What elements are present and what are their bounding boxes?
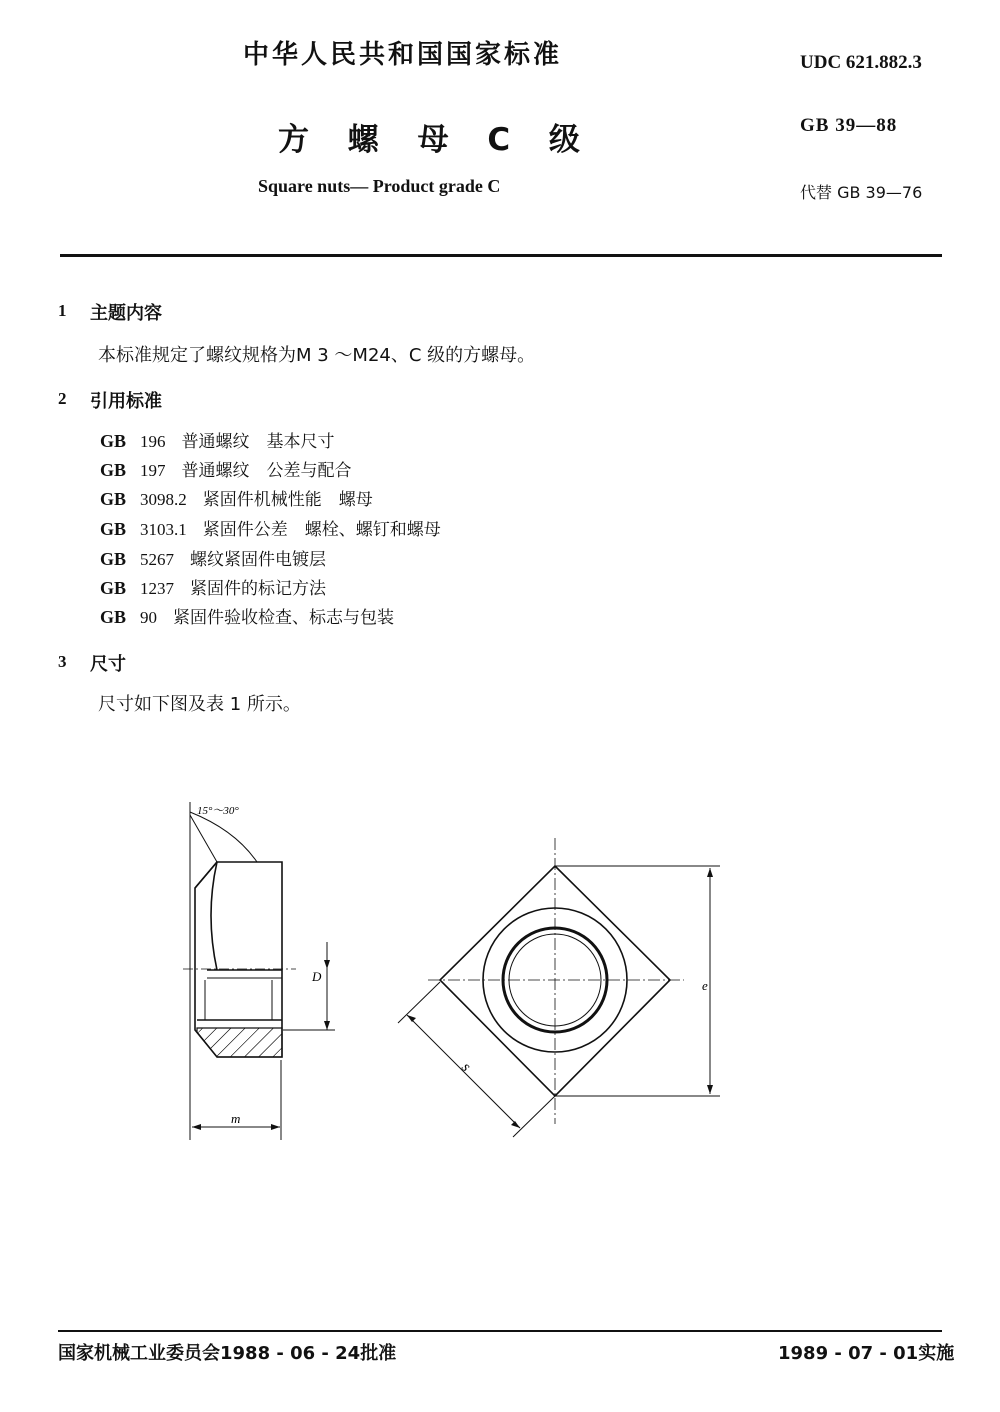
thickness-label: m — [231, 1111, 241, 1126]
reference-prefix: GB — [100, 607, 127, 627]
reference-code: 196 — [140, 432, 166, 451]
reference-prefix: GB — [100, 431, 127, 451]
reference-title: 紧固件验收检查、标志与包装 — [173, 608, 394, 628]
width-across-corners-label: e — [702, 978, 708, 993]
reference-row — [100, 545, 326, 570]
top-view — [398, 838, 720, 1137]
reference-title: 螺纹紧固件电镀层 — [190, 550, 326, 570]
square-nut-drawing — [150, 790, 770, 1160]
section-3-number: 3 — [58, 652, 67, 671]
section-3-title: 尺寸 — [90, 654, 126, 675]
document-title: 方 螺 母 C 级 — [278, 122, 594, 158]
reference-prefix: GB — [100, 578, 127, 598]
reference-code: 197 — [140, 461, 166, 480]
reference-title: 普通螺纹 公差与配合 — [181, 461, 352, 481]
reference-title: 普通螺纹 基本尺寸 — [181, 432, 335, 452]
approval-date: 国家机械工业委员会1988 - 06 - 24批准 — [58, 1343, 397, 1364]
reference-row — [100, 456, 352, 481]
reference-title: 紧固件机械性能 螺母 — [202, 490, 373, 510]
reference-prefix: GB — [100, 549, 127, 569]
reference-code: 5267 — [140, 550, 174, 569]
reference-code: 3098.2 — [140, 490, 187, 509]
reference-title: 紧固件的标记方法 — [190, 579, 326, 599]
header-rule — [60, 254, 942, 257]
replaces-note: 代替 GB 39—76 — [800, 183, 923, 202]
reference-prefix: GB — [100, 519, 127, 539]
reference-code: 1237 — [140, 579, 174, 598]
standard-title: 中华人民共和国国家标准 — [243, 40, 563, 70]
reference-row — [100, 574, 326, 599]
reference-row — [100, 515, 441, 540]
reference-row — [100, 603, 394, 628]
reference-title: 紧固件公差 螺栓、螺钉和螺母 — [202, 520, 441, 540]
section-1-number: 1 — [58, 301, 67, 320]
section-1-title: 主题内容 — [90, 303, 162, 324]
gb-number: GB 39—88 — [800, 115, 898, 136]
reference-row — [100, 427, 335, 452]
udc-code: UDC 621.882.3 — [800, 52, 922, 73]
reference-code: 3103.1 — [140, 520, 187, 539]
english-title: Square nuts— Product grade C — [258, 176, 501, 196]
section-2-title: 引用标准 — [90, 391, 162, 412]
diameter-label: D — [312, 969, 322, 984]
section-1-text: 本标准规定了螺纹规格为M 3 ～M24、C 级的方螺母。 — [98, 345, 536, 366]
effective-date: 1989 - 07 - 01实施 — [778, 1343, 955, 1364]
section-2-number: 2 — [58, 389, 67, 408]
footer-rule — [58, 1330, 942, 1332]
reference-prefix: GB — [100, 460, 127, 480]
reference-prefix: GB — [100, 489, 127, 509]
section-3-text: 尺寸如下图及表 1 所示。 — [98, 694, 301, 715]
width-across-flats-label: s — [458, 1059, 474, 1075]
angle-label: 15°～30° — [197, 805, 239, 817]
reference-row — [100, 485, 373, 510]
reference-code: 90 — [140, 608, 157, 627]
